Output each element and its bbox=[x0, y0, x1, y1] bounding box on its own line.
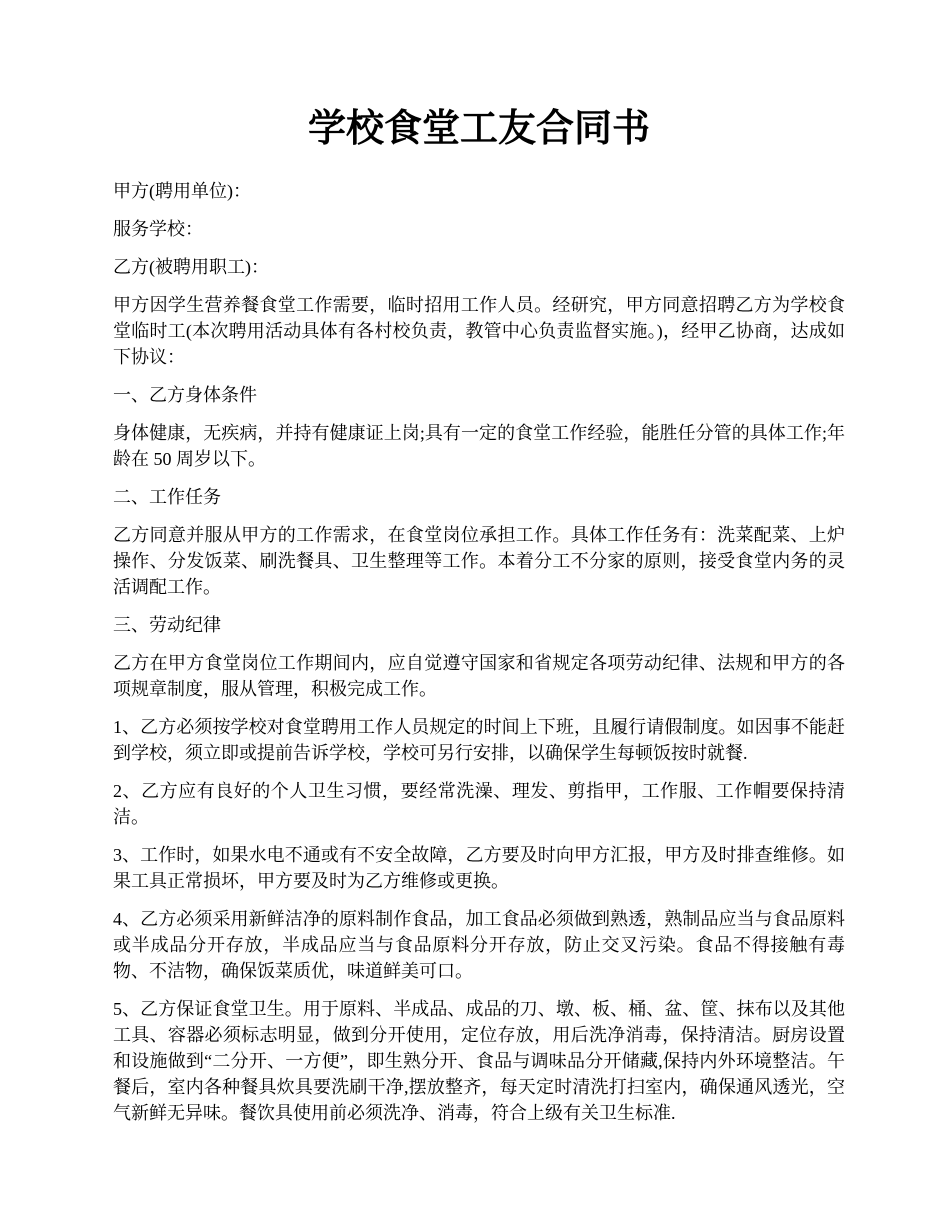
party-b-label: 乙方(被聘用职工)： bbox=[113, 257, 269, 277]
section-3-heading: 三、劳动纪律 bbox=[113, 615, 221, 635]
intro-paragraph: 甲方因学生营养餐食堂工作需要，临时招用工作人员。经研究，甲方同意招聘乙方为学校食堂临时工(本次聘用活动具体有各村校负责，教管中心负责监督实施。)，经甲乙协商，达成如下协议： bbox=[113, 295, 845, 367]
service-school-label: 服务学校： bbox=[113, 219, 203, 239]
section-1-body: 身体健康，无疾病，并持有健康证上岗;具有一定的食堂工作经验，能胜任分管的具体工作;年龄在 50 周岁以下。 bbox=[113, 423, 845, 469]
clause-4: 4、乙方必须采用新鲜洁净的原料制作食品，加工食品必须做到熟透，熟制品应当与食品原料或半成品分开存放，半成品应当与食品原料分开存放，防止交叉污染。食品不得接触有毒物、不洁物，确保饭菜质优，味道鲜美可口。 bbox=[113, 909, 845, 981]
document-title: 学校食堂工友合同书 bbox=[307, 108, 650, 150]
clause-1: 1、乙方必须按学校对食堂聘用工作人员规定的时间上下班，且履行请假制度。如因事不能赶到学校，须立即或提前告诉学校，学校可另行安排，以确保学生每顿饭按时就餐. bbox=[113, 717, 845, 763]
party-a-label: 甲方(聘用单位)： bbox=[113, 181, 251, 201]
section-3-body: 乙方在甲方食堂岗位工作期间内，应自觉遵守国家和省规定各项劳动纪律、法规和甲方的各项规章制度，服从管理，积极完成工作。 bbox=[113, 653, 845, 699]
section-1-heading: 一、乙方身体条件 bbox=[113, 385, 257, 405]
clause-5: 5、乙方保证食堂卫生。用于原料、半成品、成品的刀、墩、板、桶、盆、筐、抹布以及其他工具、容器必须标志明显，做到分开使用，定位存放，用后洗净消毒，保持清洁。厨房设置和设施做到“二分开、一方便”，即生熟分开、食品与调味品分开储藏,保持内外环境整洁。午餐后，室内各种餐具炊具要洗刷干净,摆放整齐，每天定时清洗打扫室内，确保通风透光，空气新鲜无异味。餐饮具使用前必须洗净、消毒，符合上级有关卫生标准. bbox=[113, 999, 845, 1123]
section-2-heading: 二、工作任务 bbox=[113, 487, 221, 507]
section-2-body: 乙方同意并服从甲方的工作需求，在食堂岗位承担工作。具体工作任务有：洗菜配菜、上炉操作、分发饭菜、刷洗餐具、卫生整理等工作。本着分工不分家的原则，接受食堂内务的灵活调配工作。 bbox=[113, 525, 845, 597]
clause-2: 2、乙方应有良好的个人卫生习惯，要经常洗澡、理发、剪指甲，工作服、工作帽要保持清洁。 bbox=[113, 781, 845, 827]
clause-3: 3、工作时，如果水电不通或有不安全故障，乙方要及时向甲方汇报，甲方及时排查维修。如果工具正常损坏，甲方要及时为乙方维修或更换。 bbox=[113, 845, 845, 891]
